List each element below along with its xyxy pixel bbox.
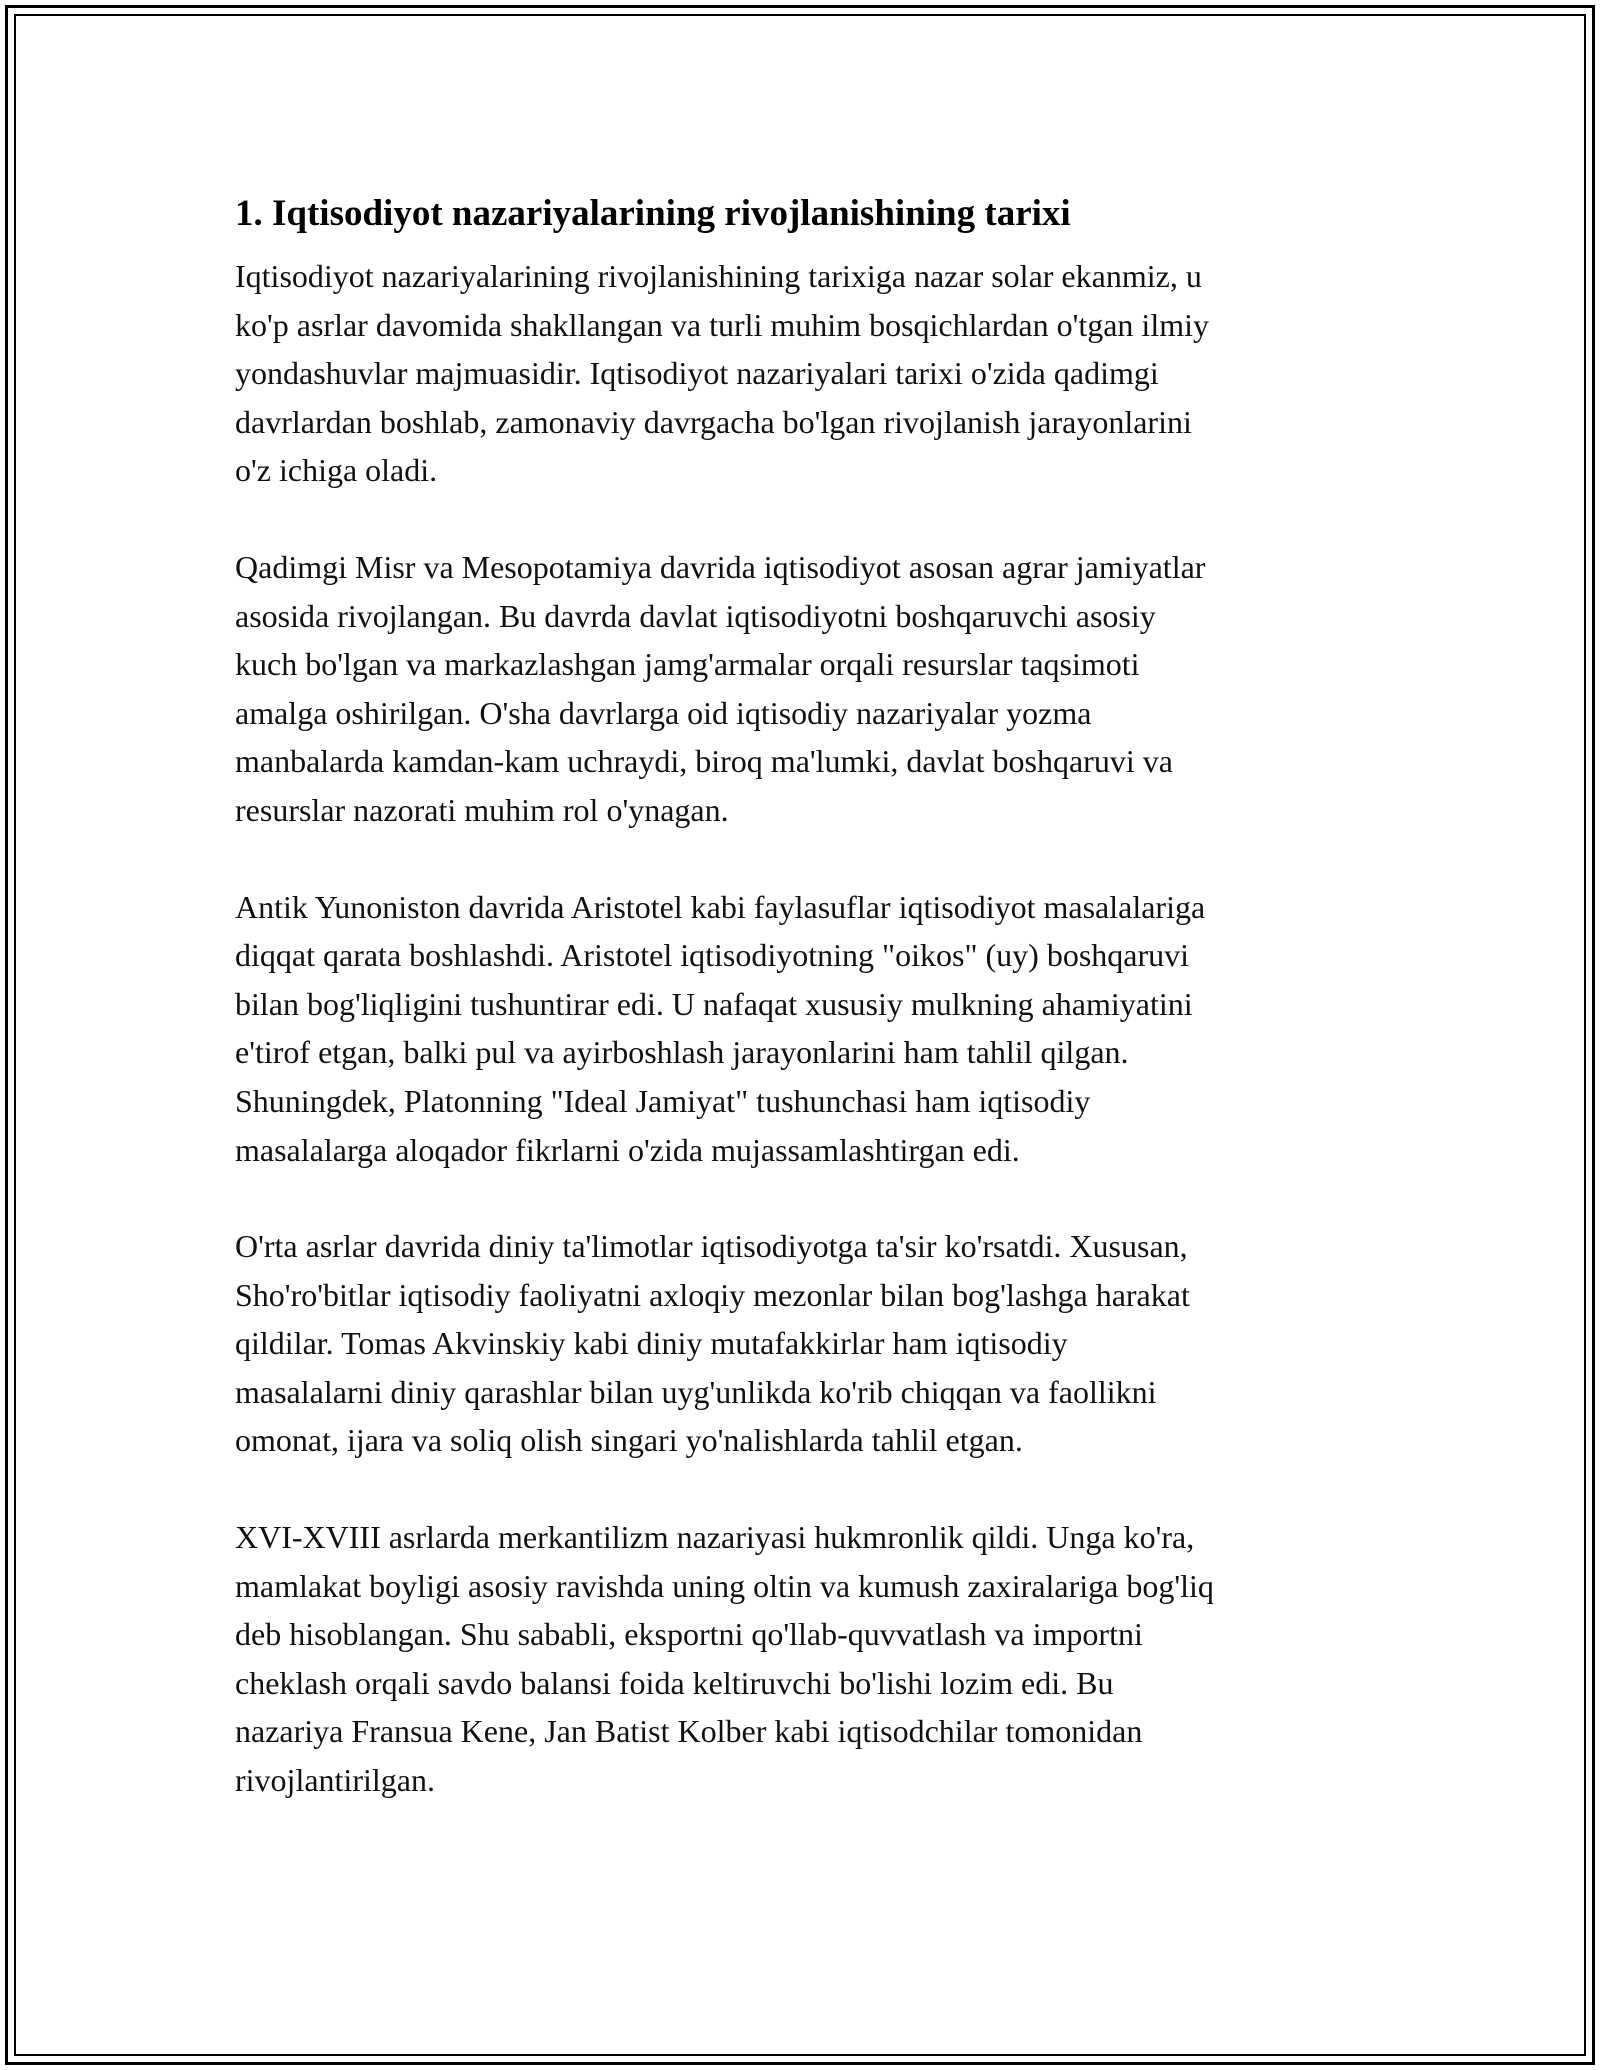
paragraph-line: Sho'ro'bitlar iqtisodiy faoliyatni axloqiy mezonlar bilan bog'lashga harakat bbox=[235, 1276, 1190, 1313]
paragraph-line: masalalarga aloqador fikrlarni o'zida mujassamlashtirgan edi. bbox=[235, 1131, 1020, 1168]
paragraph-line: masalalarni diniy qarashlar bilan uyg'unlikda ko'rib chiqqan va faollikni bbox=[235, 1373, 1157, 1410]
paragraph-line: Shuningdek, Platonning "Ideal Jamiyat" tushunchasi ham iqtisodiy bbox=[235, 1082, 1091, 1119]
paragraph-mercantilism bbox=[235, 1513, 1365, 1805]
paragraph-line: o'z ichiga oladi. bbox=[235, 452, 438, 489]
section-heading: 1. Iqtisodiyot nazariyalarining rivojlanishining tarixi bbox=[235, 193, 1071, 234]
paragraph-line: Antik Yunoniston davrida Aristotel kabi faylasuflar iqtisodiyot masalalariga bbox=[235, 888, 1206, 925]
paragraph-line: diqqat qarata boshlashdi. Aristotel iqtisodiyotning "oikos" (uy) boshqaruvi bbox=[235, 937, 1190, 974]
paragraph-line: bilan bog'liqligini tushuntirar edi. U nafaqat xususiy mulkning ahamiyatini bbox=[235, 985, 1193, 1022]
paragraph-ancient-greece bbox=[235, 883, 1365, 1175]
paragraph-line: Iqtisodiyot nazariyalarining rivojlanishining tarixiga nazar solar ekanmiz, u bbox=[235, 258, 1202, 294]
paragraph-line: omonat, ijara va soliq olish singari yo'nalishlarda tahlil etgan. bbox=[235, 1422, 1023, 1459]
paragraph-line: mamlakat boyligi asosiy ravishda uning oltin va kumush zaxiralariga bog'liq bbox=[235, 1567, 1214, 1604]
paragraph-line: XVI-XVIII asrlarda merkantilizm nazariyasi hukmronlik qildi. Unga ko'ra, bbox=[235, 1519, 1195, 1556]
paragraph-line: amalga oshirilgan. O'sha davrlarga oid iqtisodiy nazariyalar yozma bbox=[235, 694, 1092, 731]
paragraph-middle-ages bbox=[235, 1222, 1365, 1465]
paragraph-line: cheklash orqali savdo balansi foida keltiruvchi bo'lishi lozim edi. Bu bbox=[235, 1664, 1114, 1701]
paragraph-line: manbalarda kamdan-kam uchraydi, biroq ma'lumki, davlat boshqaruvi va bbox=[235, 743, 1173, 780]
paragraph-line: nazariya Fransua Kene, Jan Batist Kolber kabi iqtisodchilar tomonidan bbox=[235, 1713, 1143, 1750]
paragraph-ancient-egypt bbox=[235, 543, 1365, 835]
paragraph-line: yondashuvlar majmuasidir. Iqtisodiyot nazariyalari tarixi o'zida qadimgi bbox=[235, 355, 1159, 392]
paragraph-line: O'rta asrlar davrida diniy ta'limotlar iqtisodiyotga ta'sir ko'rsatdi. Xususan, bbox=[235, 1228, 1188, 1265]
paragraph-line: deb hisoblangan. Shu sababli, eksportni qo'llab-quvvatlash va importni bbox=[235, 1616, 1143, 1653]
paragraph-introduction bbox=[235, 252, 1365, 495]
paragraph-line: qildilar. Tomas Akvinskiy kabi diniy mutafakkirlar ham iqtisodiy bbox=[235, 1325, 1068, 1362]
paragraph-line: Qadimgi Misr va Mesopotamiya davrida iqtisodiyot asosan agrar jamiyatlar bbox=[235, 548, 1206, 585]
paragraph-line: resurslar nazorati muhim rol o'ynagan. bbox=[235, 791, 729, 828]
paragraph-line: rivojlantirilgan. bbox=[235, 1762, 435, 1799]
paragraph-line: ko'p asrlar davomida shakllangan va turli muhim bosqichlardan o'tgan ilmiy bbox=[235, 306, 1209, 343]
paragraph-line: asosida rivojlangan. Bu davrda davlat iqtisodiyotni boshqaruvchi asosiy bbox=[235, 597, 1156, 634]
paragraph-line: kuch bo'lgan va markazlashgan jamg'armalar orqali resurslar taqsimoti bbox=[235, 646, 1140, 683]
document-body bbox=[235, 186, 1365, 1853]
paragraph-line: e'tirof etgan, balki pul va ayirboshlash jarayonlarini ham tahlil qilgan. bbox=[235, 1034, 1129, 1071]
paragraph-line: davrlardan boshlab, zamonaviy davrgacha bo'lgan rivojlanish jarayonlarini bbox=[235, 403, 1192, 440]
